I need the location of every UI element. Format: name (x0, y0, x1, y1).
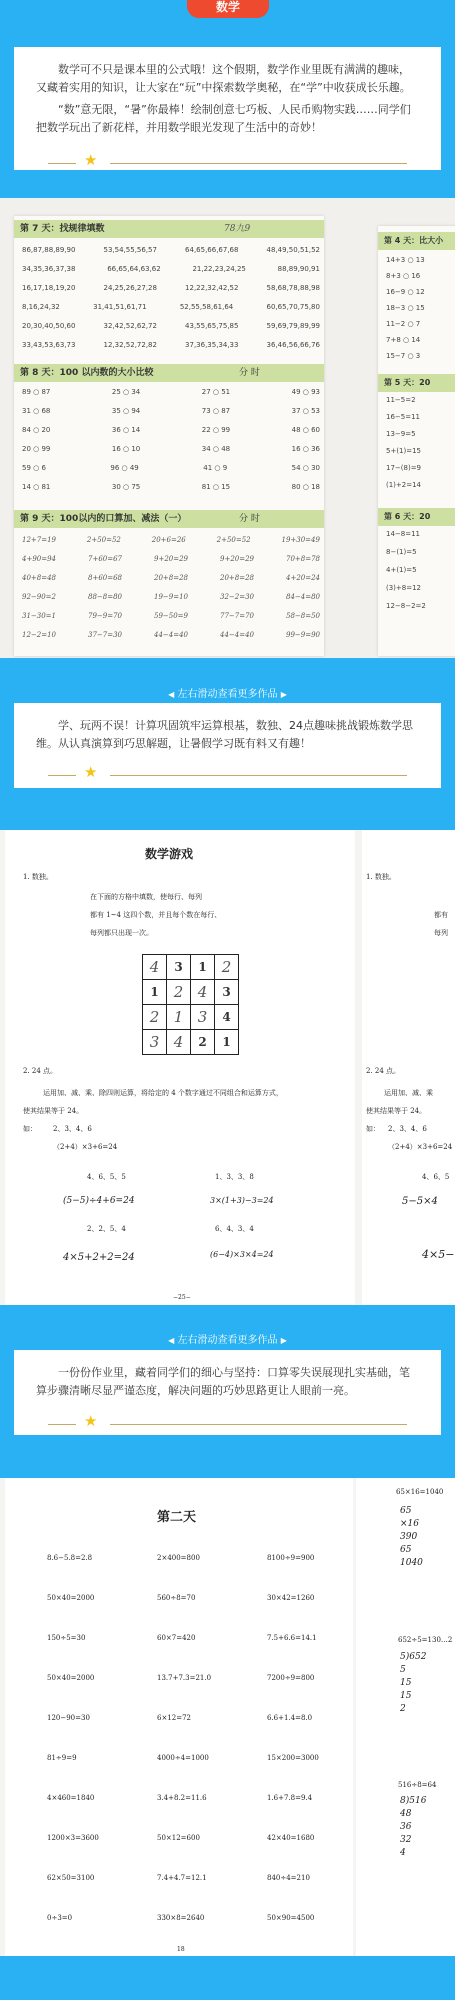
day8-row-cell: 35 ○ 94 (111, 407, 141, 415)
day9-row-cell: 77−7=70 (220, 612, 254, 620)
right-work-line: 5)652 (400, 1652, 427, 1662)
swipe-hint-text: 左右滑动查看更多作品 (177, 1335, 278, 1346)
day9-row (22, 574, 320, 582)
right-eq-1: 65×16=1040 (396, 1488, 444, 1496)
day8-row-cell: 81 ○ 15 (201, 483, 231, 491)
practice-equation: 7.4+4.7=12.1 (157, 1874, 207, 1882)
practice-equation: 2×400=800 (157, 1554, 200, 1562)
homework-photo-math-game[interactable] (0, 830, 455, 1305)
day7-row-cell: 48,49,50,51,52 (266, 246, 320, 254)
careful-work-card (14, 1350, 441, 1435)
chevron-right-icon: ▶ (280, 1336, 287, 1345)
day8-row (22, 445, 320, 453)
day7-row (22, 265, 320, 273)
practice-card (14, 703, 441, 788)
sudoku-cell: 4 (191, 980, 215, 1005)
right-scrawl-a: 5−5×4 (402, 1196, 438, 1207)
right-day6-line: (3)+8=12 (386, 584, 422, 592)
practice-equation: 560÷8=70 (157, 1594, 196, 1602)
day8-row-cell: 41 ○ 9 (203, 464, 228, 472)
q2-desc-line2: 使其结果等于 24。 (23, 1107, 84, 1115)
sudoku-cell: 4 (167, 1030, 191, 1055)
day8-row (22, 388, 320, 396)
practice-equation: 50×40=2000 (47, 1594, 95, 1602)
decorative-divider-2 (48, 763, 407, 781)
right-q1-label: 1. 数独。 (366, 873, 396, 881)
day9-row-cell: 44−4=40 (220, 631, 254, 639)
day9-row-cell: 32−2=30 (220, 593, 254, 601)
practice-equation: 0÷3=0 (47, 1914, 73, 1922)
day9-row-cell: 12+7=19 (22, 536, 56, 544)
homework-photo-workbook[interactable] (0, 198, 455, 658)
sudoku-cell: 2 (167, 980, 191, 1005)
swipe-hint-1 (0, 685, 455, 700)
right-work-line: 2 (400, 1704, 406, 1714)
right-work-line: 5 (400, 1665, 406, 1675)
chevron-right-icon: ▶ (280, 690, 287, 699)
problem-4-numbers: 6、4、3、4 (215, 1225, 254, 1233)
day7-row-cell: 36,46,56,66,76 (266, 341, 320, 349)
problem-4-answer: (6−4)×3×4=24 (210, 1250, 274, 1259)
day8-row-cell: 49 ○ 93 (291, 388, 320, 396)
sudoku-cell: 2 (191, 1030, 215, 1055)
day7-row (22, 284, 320, 292)
section-title-pill (187, 0, 269, 18)
practice-paragraph: 学、玩两不误！计算巩固筑牢运算根基，数独、24点趣味挑战锻炼数学思维。从认真演算到巧思解题，让暑假学习既有料又有趣！ (36, 719, 413, 750)
day9-row-cell: 2+50=52 (86, 536, 121, 544)
sudoku-cell: 1 (215, 1030, 239, 1055)
day8-row-cell: 96 ○ 49 (110, 464, 139, 472)
day9-row-cell: 9+20=29 (220, 555, 254, 563)
star-icon: ★ (84, 151, 98, 169)
sudoku-row (143, 980, 239, 1005)
day9-row-cell: 59−50=9 (154, 612, 188, 620)
day7-title: 第 7 天：找规律填数 (20, 224, 105, 234)
day7-row-cell: 16,17,18,19,20 (22, 284, 76, 292)
day9-row (22, 555, 320, 563)
day9-row (22, 593, 320, 601)
right-day5-title: 第 5 天：20 (384, 378, 431, 387)
chevron-left-icon: ◀ (168, 1336, 175, 1345)
sudoku-row (143, 1005, 239, 1030)
right-q2-desc2: 使其结果等于 24。 (366, 1107, 427, 1115)
practice-title: 第二天 (157, 1510, 197, 1525)
day8-row-cell: 20 ○ 99 (22, 445, 51, 453)
day8-row-cell: 80 ○ 18 (291, 483, 320, 491)
right-day5-line: 11−5=2 (386, 396, 416, 404)
practice-equation: 50×40=2000 (47, 1674, 95, 1682)
practice-equation: 6.6+1.4=8.0 (267, 1714, 313, 1722)
day9-row-cell: 84−4=80 (286, 593, 320, 601)
day9-row-cell: 7+60=67 (88, 555, 122, 563)
day8-row (22, 426, 320, 434)
q2-label: 2. 24 点。 (23, 1067, 58, 1075)
right-q2-desc: 运用加、减、乘 (384, 1089, 433, 1097)
day9-row-cell: 8+60=68 (88, 574, 122, 582)
day7-row-cell: 8,16,24,32 (22, 303, 60, 311)
right-scrawl-b: 4×5− (422, 1248, 455, 1261)
q1-desc-line3: 每列都只出现一次。 (90, 929, 153, 937)
problem-1-answer: (5−5)÷4+6=24 (63, 1196, 135, 1206)
day8-row-cell: 54 ○ 30 (291, 464, 320, 472)
sudoku-cell: 2 (215, 955, 239, 980)
day9-row (22, 631, 320, 639)
right-cut-text-a: 都有 (434, 911, 448, 919)
practice-equation: 4000÷4=1000 (157, 1754, 209, 1762)
right-day4-line: 7+8 ○ 14 (386, 336, 421, 344)
day8-row (22, 464, 320, 472)
sudoku-grid (142, 954, 239, 1055)
day7-row-cell: 12,32,52,72,82 (103, 341, 157, 349)
practice-equation: 7200÷9=800 (267, 1674, 315, 1682)
day9-row-cell: 20+8=28 (154, 574, 188, 582)
practice-equation: 1.6+7.8=9.4 (267, 1794, 313, 1802)
day7-row-cell: 31,41,51,61,71 (93, 303, 147, 311)
careful-work-paragraph: 一份份作业里，藏着同学们的细心与坚持：口算零失误展现扎实基础，笔算步骤清晰尽显严谨态度，解决问题的巧妙思路更让人眼前一亮。 (36, 1366, 410, 1397)
day7-row (22, 341, 320, 349)
practice-equation: 6×12=72 (157, 1714, 191, 1722)
right-day5-line: 5+(1)=15 (386, 447, 422, 455)
right-work-line: 4 (400, 1848, 406, 1858)
q1-desc-line1: 在下面的方格中填数，使每行、每列 (90, 893, 202, 901)
right-day4-line: 14+3 ○ 13 (386, 256, 425, 264)
day8-row-cell: 31 ○ 68 (22, 407, 51, 415)
right-day6-line: 8−(1)=5 (386, 548, 417, 556)
day9-row-cell: 20+8=28 (220, 574, 254, 582)
day9-row (22, 612, 320, 620)
practice-equation: 50×12=600 (157, 1834, 200, 1842)
q2-desc-line1: 运用加、减、乘、除四则运算，将给定的 4 个数字通过不同组合和运算方式， (43, 1089, 283, 1097)
day8-row-cell: 25 ○ 34 (111, 388, 141, 396)
sudoku-cell: 3 (167, 955, 191, 980)
day8-title: 第 8 天：100 以内数的大小比较 (20, 368, 154, 378)
example-label: 如： (23, 1125, 37, 1133)
sudoku-row (143, 955, 239, 980)
star-icon: ★ (84, 763, 98, 781)
right-work-line: 32 (400, 1835, 412, 1845)
day9-row-cell: 4+90=94 (22, 555, 56, 563)
day8-row-cell: 84 ○ 20 (22, 426, 51, 434)
workbook-left-page (14, 216, 324, 656)
right-day6-line: 12−8−2=2 (386, 602, 426, 610)
day8-row-cell: 14 ○ 81 (22, 483, 51, 491)
practice-equation: 60×7=420 (157, 1634, 196, 1642)
day9-row-cell: 9+20=29 (154, 555, 188, 563)
problem-3-numbers: 2、2、5、4 (87, 1225, 126, 1233)
practice-equation: 8100÷9=900 (267, 1554, 315, 1562)
game-left-page (5, 830, 355, 1305)
day8-row-cell: 34 ○ 48 (201, 445, 231, 453)
day8-row-cell: 27 ○ 51 (201, 388, 231, 396)
day8-row-cell: 30 ○ 75 (111, 483, 141, 491)
right-work-line: 8)516 (400, 1796, 427, 1806)
practice-equation: 330×8=2640 (157, 1914, 205, 1922)
day7-row-cell: 37,36,35,34,33 (185, 341, 239, 349)
practice-equation: 13.7+7.3=21.0 (157, 1674, 212, 1682)
day7-row-cell: 53,54,55,56,57 (103, 246, 157, 254)
day7-row (22, 322, 320, 330)
day7-row-cell: 43,55,65,75,85 (185, 322, 239, 330)
day7-row-cell: 66,65,64,63,62 (107, 265, 161, 273)
day8-header-scrawl: 分 时 (239, 368, 260, 378)
day9-title: 第 9 天：100以内的口算加、减法（一） (20, 514, 187, 524)
intro-card (14, 47, 441, 170)
right-work-line: 15 (400, 1691, 412, 1701)
day9-row (22, 536, 320, 544)
sudoku-cell: 1 (167, 1005, 191, 1030)
problem-2-answer: 3×(1+3)−3=24 (210, 1196, 274, 1205)
day8-row-cell: 73 ○ 87 (201, 407, 231, 415)
q1-label: 1. 数独。 (23, 873, 53, 881)
example-numbers: 2、3、4、6 (53, 1125, 92, 1133)
day7-row-cell: 33,43,53,63,73 (22, 341, 76, 349)
right-q2-label: 2. 24 点。 (366, 1067, 401, 1075)
right-day6-line: 14−8=11 (386, 530, 420, 538)
example-solution: （2+4）×3+6=24 (53, 1143, 118, 1151)
right-day5-line: 17−(8)=9 (386, 464, 422, 472)
right-example-solution: （2+4）×3+6=24 (388, 1143, 453, 1151)
right-day5-line: (1)+2=14 (386, 481, 422, 489)
day7-row-cell: 24,25,26,27,28 (103, 284, 157, 292)
day8-row-cell: 16 ○ 36 (291, 445, 320, 453)
right-work-line: 1040 (400, 1558, 423, 1568)
chevron-left-icon: ◀ (168, 690, 175, 699)
practice-page-number: 18 (177, 1946, 185, 1953)
day9-row-cell: 88−8=80 (88, 593, 122, 601)
right-work-line: ×16 (400, 1519, 419, 1529)
intro-paragraph-2: “数”意无限，“暑”你最棒！绘制创意七巧板、人民币购物实践……同学们把数学玩出了新花样，并用数学眼光发现了生活中的奇妙！ (36, 103, 411, 134)
practice-equation: 3.4+8.2=11.6 (157, 1794, 207, 1802)
day8-row-cell: 36 ○ 14 (111, 426, 141, 434)
day7-row-cell: 86,87,88,89,90 (22, 246, 76, 254)
sudoku-row (143, 1030, 239, 1055)
decorative-divider-3 (48, 1412, 407, 1430)
day7-row-cell: 34,35,36,37,38 (22, 265, 76, 273)
day8-row-cell: 37 ○ 53 (291, 407, 320, 415)
day9-row-cell: 70+8=78 (286, 555, 320, 563)
swipe-hint-text: 左右滑动查看更多作品 (177, 689, 278, 700)
day9-row-cell: 4+20=24 (286, 574, 320, 582)
intro-paragraph-1: 数学可不只是课本里的公式哦！这个假期，数学作业里既有满满的趣味，又藏着实用的知识，让大家在“玩”中探索数学奥秘，在“学”中收获成长乐趣。 (36, 63, 411, 94)
right-day4-line: 8+3 ○ 16 (386, 272, 421, 280)
practice-equation: 15×200=3000 (267, 1754, 319, 1762)
day7-row-cell: 58,68,78,88,98 (266, 284, 320, 292)
right-day4-line: 18−3 ○ 15 (386, 304, 425, 312)
right-work-line: 65 (400, 1506, 412, 1516)
practice-equation: 30×42=1260 (267, 1594, 315, 1602)
day9-row-cell: 20+6=26 (151, 536, 186, 544)
day7-row (22, 303, 320, 311)
day8-row (22, 407, 320, 415)
right-numbers-2: 4、6、5 (422, 1173, 450, 1181)
day7-header-scrawl: 78九9 (224, 224, 251, 234)
sudoku-cell: 3 (143, 1030, 167, 1055)
day7-row-cell: 60,65,70,75,80 (266, 303, 320, 311)
day8-row (22, 483, 320, 491)
right-work-line: 36 (400, 1822, 412, 1832)
right-day6-line: 4+(1)=5 (386, 566, 417, 574)
day9-row-cell: 79−9=70 (88, 612, 122, 620)
practice-right-page (356, 1478, 455, 1956)
sudoku-cell: 2 (143, 1005, 167, 1030)
right-eq-2: 652÷5=130…2 (398, 1636, 453, 1644)
right-day4-line: 16−9 ○ 12 (386, 288, 425, 296)
right-day4-line: 11−2 ○ 7 (386, 320, 421, 328)
right-work-line: 390 (400, 1532, 418, 1542)
right-day4-line: 15−7 ○ 3 (386, 352, 421, 360)
practice-equation: 81÷9=9 (47, 1754, 77, 1762)
star-icon: ★ (84, 1412, 98, 1430)
sudoku-cell: 4 (215, 1005, 239, 1030)
day7-row-cell: 88,89,90,91 (277, 265, 320, 273)
right-day5-line: 16−5=11 (386, 413, 420, 421)
right-day5-line: 13−9=5 (386, 430, 416, 438)
decorative-divider (48, 151, 407, 169)
right-day4-title: 第 4 天：比大小 (384, 236, 444, 245)
day7-row (22, 246, 320, 254)
right-cut-text-b: 每列 (434, 929, 448, 937)
day7-row-cell: 64,65,66,67,68 (185, 246, 239, 254)
workbook-right-page (378, 226, 455, 656)
sudoku-cell: 4 (143, 955, 167, 980)
day9-row-cell: 31−30=1 (22, 612, 56, 620)
day9-row-cell: 40+8=48 (22, 574, 56, 582)
sudoku-cell: 1 (143, 980, 167, 1005)
day8-row-cell: 59 ○ 6 (22, 464, 46, 472)
problem-1-numbers: 4、6、5、5 (87, 1173, 126, 1181)
practice-equation: 840÷4=210 (267, 1874, 310, 1882)
right-work-line: 65 (400, 1545, 412, 1555)
practice-equation: 1200×3=3600 (47, 1834, 99, 1842)
practice-equation: 50×90=4500 (267, 1914, 315, 1922)
day7-row-cell: 59,69,79,89,99 (266, 322, 320, 330)
game-right-page (362, 830, 455, 1305)
day9-row-cell: 19−9=10 (154, 593, 188, 601)
problem-3-answer: 4×5+2+2=24 (63, 1252, 135, 1263)
practice-equation: 8.6−5.8=2.8 (47, 1554, 93, 1562)
day8-row-cell: 48 ○ 60 (291, 426, 320, 434)
right-work-line: 48 (400, 1809, 412, 1819)
day9-row-cell: 58−8=50 (286, 612, 320, 620)
problem-2-numbers: 1、3、3、8 (215, 1173, 254, 1181)
day8-row-cell: 22 ○ 99 (201, 426, 231, 434)
practice-equation: 4×460=1840 (47, 1794, 95, 1802)
q1-desc-line2: 都有 1~4 这四个数，并且每个数在每行、 (90, 911, 222, 919)
right-example-label: 如： (366, 1125, 380, 1133)
day7-row-cell: 52,55,58,61,64 (179, 303, 234, 311)
day9-row-cell: 92−90=2 (22, 593, 56, 601)
day9-row-cell: 37−7=30 (88, 631, 122, 639)
day7-row-cell: 12,22,32,42,52 (185, 284, 239, 292)
day7-row-cell: 20,30,40,50,60 (22, 322, 76, 330)
homework-photo-practice[interactable] (0, 1478, 455, 1956)
right-example-numbers: 2、3、4、6 (388, 1125, 427, 1133)
right-day6-title: 第 6 天：20 (384, 512, 431, 521)
sudoku-cell: 3 (215, 980, 239, 1005)
day8-row-cell: 89 ○ 87 (22, 388, 51, 396)
day9-header-scrawl: 分 时 (239, 514, 260, 524)
practice-equation: 62×50=3100 (47, 1874, 95, 1882)
day8-row-cell: 16 ○ 10 (111, 445, 141, 453)
day9-row-cell: 12−2=10 (22, 631, 56, 639)
game-page-number: −25− (173, 1294, 191, 1301)
right-work-line: 15 (400, 1678, 412, 1688)
practice-equation: 150÷5=30 (47, 1634, 86, 1642)
practice-equation: 42×40=1680 (267, 1834, 315, 1842)
sudoku-cell: 1 (191, 955, 215, 980)
day9-row-cell: 19+30=49 (281, 536, 320, 544)
day9-row-cell: 44−4=40 (154, 631, 188, 639)
practice-equation: 120−90=30 (47, 1714, 90, 1722)
swipe-hint-2 (0, 1331, 455, 1346)
day9-row-cell: 99−9=90 (286, 631, 320, 639)
practice-equation: 7.5+6.6=14.1 (267, 1634, 317, 1642)
practice-left-page (5, 1478, 353, 1956)
section-title: 数学 (215, 0, 240, 14)
game-title: 数学游戏 (145, 847, 194, 861)
sudoku-cell: 3 (191, 1005, 215, 1030)
day7-row-cell: 32,42,52,62,72 (103, 322, 157, 330)
day9-row-cell: 2+50=52 (216, 536, 251, 544)
day7-row-cell: 21,22,23,24,25 (192, 265, 246, 273)
right-eq-3: 516÷8=64 (398, 1781, 437, 1789)
